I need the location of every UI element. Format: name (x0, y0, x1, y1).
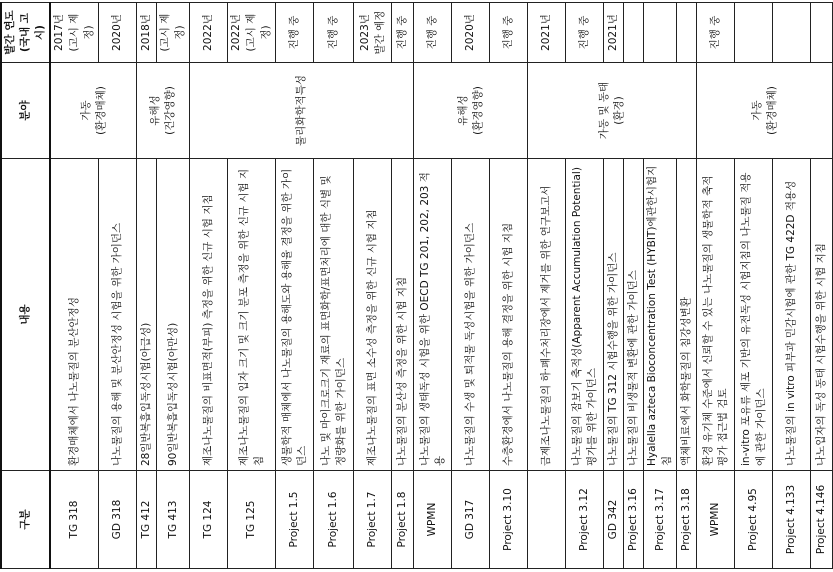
row-year-cell: (고시 제정) (157, 3, 190, 63)
row-year-cell (644, 3, 677, 63)
field-label-line1: 물리화학적특성 (295, 75, 307, 147)
row-id-cell: Project 4.95 (735, 471, 773, 569)
row-field-cell (190, 63, 414, 159)
row-year-cell: 2020년 (99, 3, 137, 63)
header-id: 구분 (1, 471, 50, 569)
row-id-cell: GD 317 (452, 471, 490, 569)
row-year-cell: 진행 중 (392, 3, 414, 63)
row-id-cell: Project 3.16 (624, 471, 644, 569)
row-id-cell: WPMN (697, 471, 735, 569)
table-row (190, 3, 228, 569)
row-description-cell: 수층환경에서 나노물질의 용해 결정을 위한 시험 지침 (490, 159, 528, 471)
header-field: 분야 (1, 63, 50, 159)
table-body (50, 3, 833, 569)
field-label-line2: (환경) (613, 96, 625, 125)
row-id-cell: GD 342 (604, 471, 624, 569)
row-id-cell: Project 1.8 (392, 471, 414, 569)
row-year-cell: 진행 중 (490, 3, 528, 63)
row-year-cell: 2020년 (452, 3, 490, 63)
table-row (50, 3, 99, 569)
row-year-cell: 2021년 (528, 3, 566, 63)
row-description-cell: 환경 유기체 수준에서 신뢰할 수 있는 나노물질의 생물학적 축적 평가 접근법 검토 (697, 159, 735, 471)
row-year-cell (624, 3, 644, 63)
row-description-cell: 나노물질의 in vitro 피부과 민감시험에 관한 TG 422D 적용성 (773, 159, 811, 471)
row-description-cell: 나노물질의 TG 312 시험수행을 위한 가이던스 (604, 159, 624, 471)
row-description-cell: in-vitro 포유류 세포 기반의 유전독성 시험지침의 나노물질 적용에 관한 가이던스 (735, 159, 773, 471)
row-description-cell: 액체비료에서 화학물질의 침강성변환 (677, 159, 697, 471)
row-year-cell (773, 3, 811, 63)
row-description-cell: 생물학적 매체에서 나노물질의 용해도와 용해율 결정을 위한 가이던스 (276, 159, 314, 471)
field-label-line1: 유해성 (149, 95, 161, 126)
row-id-cell: Project 3.18 (677, 471, 697, 569)
field-label-line1: 유해성 (456, 95, 469, 126)
row-id-cell: Project 1.5 (276, 471, 314, 569)
row-id-cell: TG 412 (137, 471, 157, 569)
row-field-cell (528, 63, 697, 159)
row-id-cell: WPMN (414, 471, 452, 569)
row-year-cell: 2021년 (604, 3, 624, 63)
field-label-line1: 가동 (79, 100, 92, 121)
row-id-cell: Project 4.133 (773, 471, 811, 569)
row-year-cell: 2022년 (고시 제정) (228, 3, 276, 63)
row-id-cell: GD 318 (99, 471, 137, 569)
row-id-cell: TG 124 (190, 471, 228, 569)
table-header-row (1, 3, 50, 569)
row-id-cell: TG 413 (157, 471, 190, 569)
header-year-line2: (국내 고시) (19, 13, 46, 52)
header-year (1, 3, 50, 63)
field-label-line1: 가동 (750, 100, 763, 121)
field-label-line1: 가동 및 동태 (598, 81, 610, 140)
row-description-cell: 제조나노물질의 입자 크기 및 크기 분포 측정을 위한 신규 시험 지침 (228, 159, 276, 471)
row-description-cell: 나노물질의 수생 및 퇴적물 독성시험을 위한 가이던스 (452, 159, 490, 471)
row-field-cell (50, 63, 137, 159)
header-year-line1: 발간 연도 (4, 10, 16, 55)
row-id-cell: Project 1.7 (354, 471, 392, 569)
row-year-cell: 진행 중 (566, 3, 604, 63)
row-id-cell: Project 4.146 (811, 471, 833, 569)
row-id-cell (528, 471, 566, 569)
table-row (528, 3, 566, 569)
row-field-cell (414, 63, 528, 159)
guideline-table (0, 2, 833, 569)
field-label-line2: (건강영향) (164, 86, 176, 135)
row-description-cell: 환경매체에서 나노물질의 분산안정성 (50, 159, 99, 471)
row-year-cell: 진행 중 (314, 3, 354, 63)
row-description-cell: 금제조나노물질의 하·폐수처리장에서 제거를 위한 연구보고서 (528, 159, 566, 471)
table-row (137, 3, 157, 569)
row-id-cell: Project 3.12 (566, 471, 604, 569)
row-id-cell: Project 3.10 (490, 471, 528, 569)
row-description-cell: 나노물질의 분산성 측정을 위한 시험 지침 (392, 159, 414, 471)
row-description-cell: 제조나노물질의 비표면적(부피) 측정을 위한 신규 시험 지침 (190, 159, 228, 471)
row-description-cell: 나노물질의 잠보기 축적성(Apparent Accumulation Potential) 평가를 위한 가이던스 (566, 159, 604, 471)
row-description-cell: 90일반복흡입독성시험(아만성) (157, 159, 190, 471)
row-year-cell: 진행 중 (414, 3, 452, 63)
row-field-cell (697, 63, 833, 159)
row-id-cell: Project 1.6 (314, 471, 354, 569)
table-row (414, 3, 452, 569)
row-description-cell: 나노입자의 독성 동태 시험수행을 위한 시험 지침 (811, 159, 833, 471)
row-description-cell: 나노물질의 생태독성 시험을 위한 OECD TG 201, 202, 203 적용 (414, 159, 452, 471)
row-description-cell: 나노물질의 비생물적 변환에 관한 가이던스 (624, 159, 644, 471)
row-description-cell: 28일반복흡입독성시험(아급성) (137, 159, 157, 471)
row-description-cell: 나노물질의 용해 및 분산안정성 시험을 위한 가이던스 (99, 159, 137, 471)
table-row (697, 3, 735, 569)
field-label-line2: (환경매체) (765, 86, 778, 135)
row-year-cell: 2023년 발간 예정 (354, 3, 392, 63)
row-description-cell: 제조나노물질의 표면 소수성 측정을 위한 신규 시험 지침 (354, 159, 392, 471)
row-id-cell: Project 3.17 (644, 471, 677, 569)
row-year-cell: 2017년 (고시 제정) (50, 3, 99, 63)
row-year-cell: 2018년 (137, 3, 157, 63)
field-label-line2: (환경매체) (94, 86, 107, 135)
row-description-cell: Hyalella azteca Bioconcentration Test (HYBIT)에관한시험지침 (644, 159, 677, 471)
row-year-cell: 진행 중 (276, 3, 314, 63)
row-field-cell (137, 63, 190, 159)
row-year-cell (677, 3, 697, 63)
row-id-cell: TG 318 (50, 471, 99, 569)
row-id-cell: TG 125 (228, 471, 276, 569)
row-description-cell: 나노 및 마이크로크기 재료의 표면화학/표면처리에 대한 식별 및 정량화를 위한 가이던스 (314, 159, 354, 471)
row-year-cell: 진행 중 (697, 3, 735, 63)
row-year-cell: 2022년 (190, 3, 228, 63)
row-year-cell (735, 3, 773, 63)
header-description: 내용 (1, 159, 50, 471)
field-label-line2: (환경영향) (471, 86, 484, 135)
row-year-cell (811, 3, 833, 63)
